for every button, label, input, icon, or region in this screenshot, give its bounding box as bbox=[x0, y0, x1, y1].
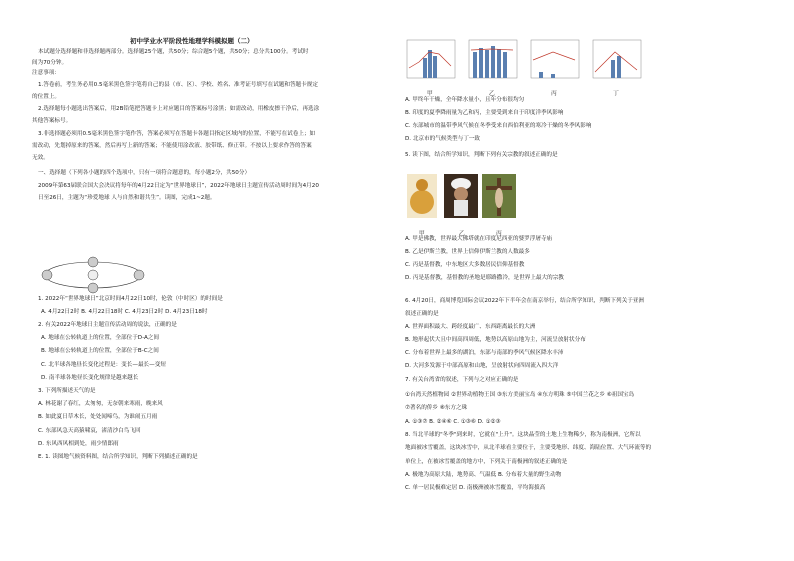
left-text-line: B. 如此夏日草木长，处处闻啼鸟，为谁闹五月雨 bbox=[38, 414, 158, 420]
left-text-line: 本试题分选择题和非选择题两部分。选择题25个题，共50分；综合题5个题，共50分；总分共100分。考试时 bbox=[38, 49, 309, 55]
left-text-line: 3.非选择题必须用0.5毫米黑色签字笔作答，答案必须写在答题卡各题目指定区域内的位置，不能写在试卷上；如 bbox=[38, 131, 316, 137]
climate-chart-bing bbox=[529, 38, 581, 82]
left-text-line: 注意事项： bbox=[32, 70, 60, 76]
left-text-line: 2.选择题每小题选出答案后，用2B铅笔把答题卡上对应题目的答案标号涂黑；如需改动，用橡皮擦干净后，再选涂 bbox=[38, 106, 320, 112]
precip-bar bbox=[473, 52, 477, 78]
left-text-line: 需改动，先划掉原来的答案，然后再写上新的答案；不能使用涂改液、胶带纸、修正带。不按以上要求作答的答案 bbox=[32, 143, 312, 149]
right-text-line: B. 印度的夏季降雨量为乙和丙，主要受到来自于印度洋季风影响 bbox=[405, 110, 564, 116]
left-text-line: 3. 下列所描述天气的是 bbox=[38, 388, 96, 394]
left-text-line: 1.答卷前，考生务必用0.5毫米黑色签字笔将自己的县（市、区）、学校、姓名、准考证号填写在试题和答题卡规定 bbox=[38, 82, 318, 88]
precip-bar bbox=[539, 72, 543, 78]
left-text-line: 无效。 bbox=[32, 155, 49, 161]
right-text-line: A. 极地为高原大陆，地势高、气温低 B. 分布着大量的野生动物 bbox=[405, 472, 562, 478]
left-text-line: D. 东风西风相到处，雨少情郎雨 bbox=[38, 441, 119, 447]
page-title: 初中学业水平阶段性地理学科模拟题（二） bbox=[130, 37, 254, 45]
precip-bar bbox=[479, 48, 483, 78]
precip-bar bbox=[433, 56, 437, 78]
left-text-line: E. 1. 读图地气候资料图，结合所学知识，判断下列描述正确的是 bbox=[38, 454, 198, 460]
right-text-line: 叙述正确的是 bbox=[405, 311, 439, 317]
left-text-line: 1. 2022年“世界地球日”北京时间4月22日10时，伦敦（中时区）的时间是 bbox=[38, 296, 223, 302]
left-text-line: 一、选择题（下列各小题的四个选项中，只有一项符合题意的，每小题2分，共50分） bbox=[38, 170, 251, 176]
right-text-line: C. 分布着世界上最多的湖泊，东部与南部的季风气候区降水丰沛 bbox=[405, 350, 564, 356]
right-text-line: 6. 4月20日，商周博览国际会议2022年下半年会在南京举行，结合所学知识，判断下列关于亚洲 bbox=[405, 298, 644, 304]
religion-label-yi: 乙 bbox=[459, 231, 465, 237]
right-text-line: 地面被冰雪覆盖，这块冰雪中，从北半球看主要位于，主要受地形、纬度、海陆位置、大气环流等的 bbox=[405, 445, 652, 451]
climate-label-ding: 丁 bbox=[613, 91, 619, 97]
precip-bar bbox=[611, 60, 615, 78]
religion-label-jia: 甲 bbox=[419, 231, 425, 237]
left-text-line: A. 林花谢了春红，太匆匆，无奈朝来寒雨，晚来风 bbox=[38, 401, 163, 407]
earth-position-a bbox=[42, 270, 52, 280]
precip-bar bbox=[497, 49, 501, 78]
precip-bar bbox=[551, 74, 555, 78]
right-text-line: D. 丙是基督教，基督教的圣地是耶路撒冷，是世界上最大的宗教 bbox=[405, 275, 564, 281]
climate-label-jia: 甲 bbox=[427, 91, 433, 97]
precip-bar bbox=[491, 46, 495, 78]
earth-position-b bbox=[88, 257, 98, 267]
buddha-statue-icon bbox=[410, 190, 434, 214]
right-text-line: ⑦著名的侨乡 ⑧东方之珠 bbox=[405, 405, 468, 411]
right-text-line: D. 大河多发源于中部高原和山地，呈放射状向四周流入四大洋 bbox=[405, 363, 559, 369]
religion-label-bing: 丙 bbox=[496, 231, 502, 237]
precip-bar bbox=[617, 56, 621, 78]
precip-bar bbox=[423, 58, 427, 78]
climate-label-bing: 丙 bbox=[551, 91, 557, 97]
right-text-line: 8. 当北半球的"冬季"到来时，它就在"上升"。这块晶莹的土地上生物稀少，称为南极洲，它所以 bbox=[405, 432, 641, 438]
left-text-line: B. 地球在公转轨道上的位置，全部位于B-C之间 bbox=[41, 348, 159, 354]
left-text-line: 其他答案标号。 bbox=[32, 118, 72, 124]
face-icon bbox=[454, 187, 468, 201]
left-text-line: A. 4月22日2时 B. 4月22日18时 C. 4月23日2时 D. 4月23日18时 bbox=[41, 309, 208, 315]
left-text-line: 2. 有关2022年地球日主题宣传活动周的说法，正确的是 bbox=[38, 322, 177, 328]
climate-chart-yi bbox=[467, 38, 519, 82]
right-text-line: B. 乙是伊斯兰教，世界上信仰伊斯兰教的人数最多 bbox=[405, 249, 530, 255]
right-text-line: D. 北京市的气候类型与丁一致 bbox=[405, 136, 480, 142]
figure-icon bbox=[495, 188, 503, 208]
right-text-line: 单位上，在被冰雪覆盖的地方中，下列关于南极洲的叙述正确的是 bbox=[405, 459, 568, 465]
right-text-line: C. 丙是基督教，中东地区大多数居民信仰基督教 bbox=[405, 262, 525, 268]
left-text-line: C. 东部风急天高猿啸哀，渚清沙白鸟飞回 bbox=[38, 428, 141, 434]
sun-icon bbox=[88, 270, 98, 280]
left-text-line: D. 南半球各地昼长变化规律是越来越长 bbox=[41, 375, 139, 381]
buddha-head-icon bbox=[416, 179, 428, 191]
right-text-line: 7. 有关台湾省的叙述，下列与之对应正确的是 bbox=[405, 377, 519, 383]
religion-picture-bing bbox=[482, 174, 516, 218]
right-text-line: A. 甲是佛教，世界最大佛塔就在印度尼西亚的婆罗浮屠寺庙 bbox=[405, 236, 553, 242]
left-text-line: 的位置上。 bbox=[32, 94, 60, 100]
right-text-line: C. 单一居民极难定居 D. 南极洲被冰雪覆盖，平均海拔高 bbox=[405, 485, 546, 491]
precip-bar bbox=[503, 52, 507, 78]
left-text-line: C. 北半球各地昼长变化过程是：变长—最长—变短 bbox=[41, 362, 166, 368]
climate-charts bbox=[405, 38, 645, 86]
precip-bar bbox=[485, 50, 489, 78]
earth-orbit-diagram bbox=[38, 255, 148, 295]
left-text-line: 日至26日，主题为“珍爱地球 人与自然和谐共生”。读图，完成1~2题。 bbox=[38, 195, 216, 201]
right-text-line: ①台湾天然植物园 ②世界动植物王国 ③东方美丽宝岛 ④东方明珠 ⑤中国兰花之乡 ⑥祖国宝岛 bbox=[405, 392, 635, 398]
precip-bar bbox=[428, 50, 432, 78]
earth-position-c bbox=[134, 270, 144, 280]
left-text-line: 2009年第63届联合国大会决议将每年的4月22日定为“世界地球日”，2022年地球日主题宣传活动周时间为4月20 bbox=[38, 183, 319, 189]
right-text-line: C. 东部城市的温带季风气候在冬季受来自西伯利亚的寒冷干燥的冬季风影响 bbox=[405, 123, 592, 129]
climate-chart-jia bbox=[405, 38, 457, 82]
right-text-line: B. 地形起伏大且中间高四周低，地势以高原山地为主，河流呈放射状分布 bbox=[405, 337, 586, 343]
left-text-line: A. 地球在公转轨道上的位置，全部位于D-A之间 bbox=[41, 335, 160, 341]
climate-chart-ding bbox=[591, 38, 643, 82]
climate-label-yi: 乙 bbox=[489, 91, 495, 97]
left-text-line: 间为70分钟。 bbox=[32, 60, 68, 66]
right-text-line: A. ①③⑦ B. ②④⑥ C. ①③⑥ D. ①②③ bbox=[405, 419, 501, 425]
earth-position-d bbox=[88, 283, 98, 293]
right-text-line: A. 世界面积最大、跨经度最广、东西距离最长的大洲 bbox=[405, 324, 536, 330]
beard-icon bbox=[454, 200, 468, 216]
religion-picture-jia bbox=[407, 174, 437, 218]
right-text-line: A. 甲终年干燥，全年降水量小，且年分布很均匀 bbox=[405, 97, 525, 103]
right-text-line: 5. 读下图，结合所学知识，判断下列有关宗教的叙述正确的是 bbox=[405, 152, 558, 158]
religion-picture-yi bbox=[444, 174, 478, 218]
